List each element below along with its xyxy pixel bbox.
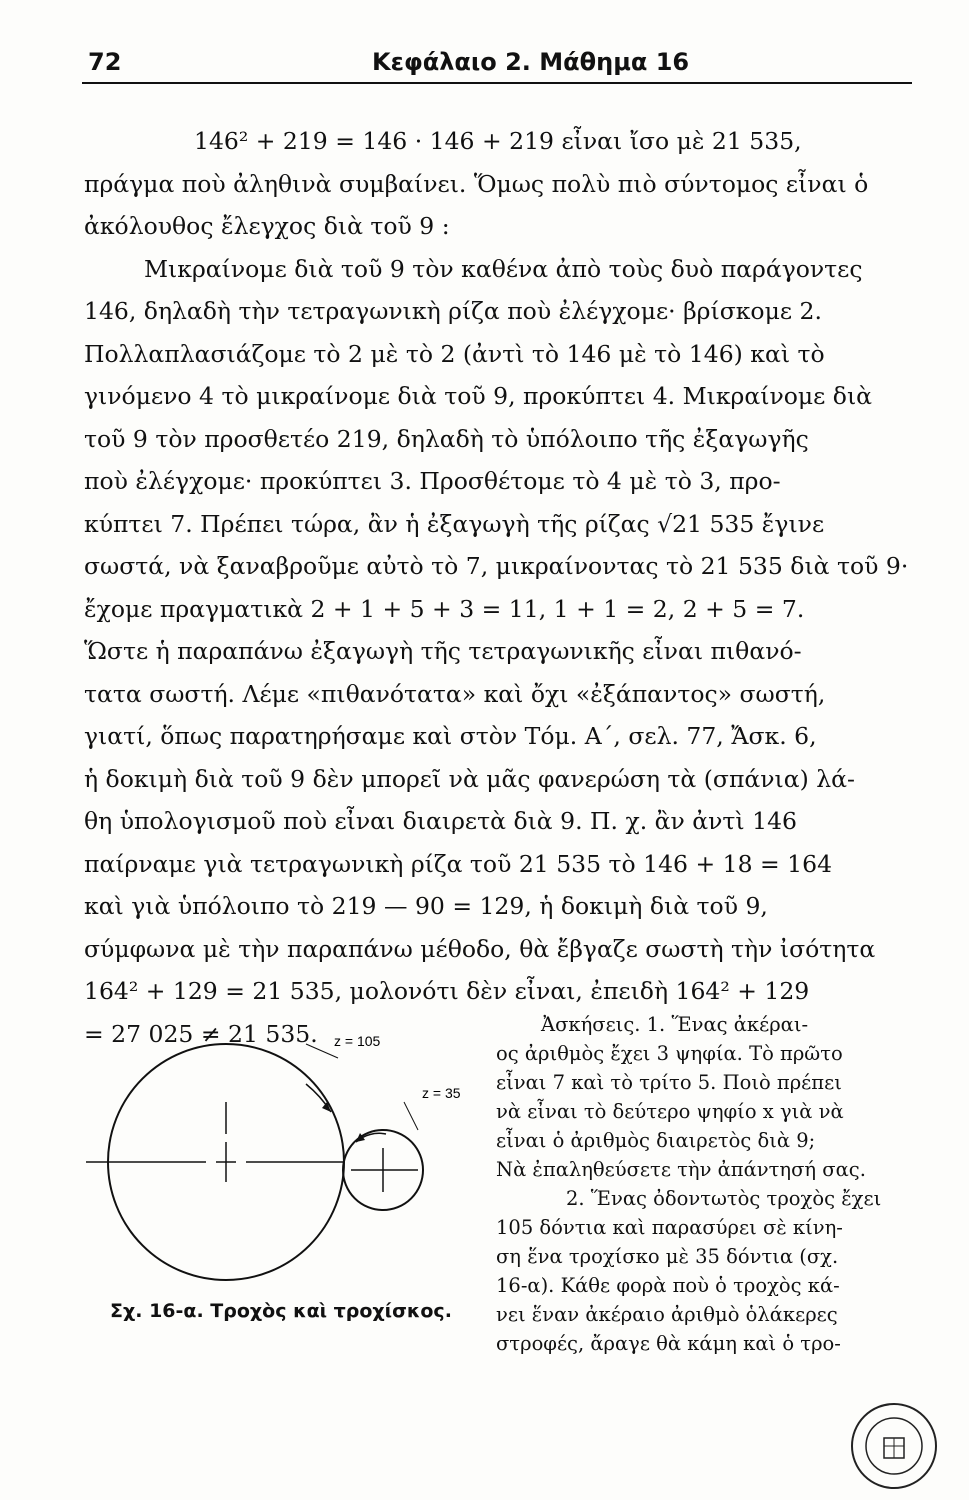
text-line: καὶ γιὰ ὑπόλοιπο τὸ 219 — 90 = 129, ἡ δοκιμὴ διὰ τοῦ 9, xyxy=(84,892,768,920)
exercise-line: 2. Ἕνας ὀδοντωτὸς τροχὸς ἔχει xyxy=(566,1187,882,1210)
exercise-line: εἶναι ὁ ἀριθμὸς διαιρετὸς διὰ 9; xyxy=(496,1129,816,1152)
exercise-line: 16-α). Κάθε φορὰ ποὺ ὁ τροχὸς κά- xyxy=(496,1274,840,1297)
text-line: κύπτει 7. Πρέπει τώρα, ἂν ἡ ἐξαγωγὴ τῆς ρίζας √21 535 ἔγινε xyxy=(84,509,825,538)
text-line: γιατί, ὅπως παρατηρήσαμε καὶ στὸν Τόμ. Α΄, σελ. 77, Ἄσκ. 6, xyxy=(84,722,817,750)
page-number: 72 xyxy=(88,48,122,76)
text-line: 146, δηλαδὴ τὴν τετραγωνικὴ ρίζα ποὺ ἐλέγχομε· βρίσκομε 2. xyxy=(84,297,822,325)
text-line: = 27 025 ≠ 21 535. xyxy=(84,1019,318,1048)
text-line: ἔχομε πραγματικὰ 2 + 1 + 5 + 3 = 11, 1 + 1 = 2, 2 + 5 = 7. xyxy=(84,594,805,623)
text-line: 146² + 219 = 146 · 146 + 219 εἶναι ἴσο μὲ 21 535, xyxy=(194,127,802,155)
text-line: γινόμενο 4 τὸ μικραίνομε διὰ τοῦ 9, προκύπτει 4. Μικραίνομε διὰ xyxy=(84,382,873,410)
gears-figure xyxy=(86,1022,486,1302)
exercise-line: Ἀσκήσεις. 1. Ἕνας ἀκέραι- xyxy=(541,1013,809,1036)
label-small-wheel: z = 35 xyxy=(422,1085,461,1101)
text-line: τατα σωστή. Λέμε «πιθανότατα» καὶ ὄχι «ἐξάπαντος» σωστή, xyxy=(84,679,826,708)
main-text xyxy=(84,120,914,1055)
text-line: ποὺ ἐλέγχομε· προκύπτει 3. Προσθέτομε τὸ 4 μὲ τὸ 3, προ- xyxy=(84,467,781,495)
text-line: Ὥστε ἡ παραπάνω ἐξαγωγὴ τῆς τετραγωνικῆς εἶναι πιθανό- xyxy=(84,637,802,665)
text-line: σύμφωνα μὲ τὴν παραπάνω μέθοδο, θὰ ἔβγαζε σωστὴ τὴν ἰσότητα xyxy=(84,934,876,963)
text-line: τοῦ 9 τὸν προσθετέο 219, δηλαδὴ τὸ ὑπόλοιπο τῆς ἐξαγωγῆς xyxy=(84,424,809,453)
exercise-line: νὰ εἶναι τὸ δεύτερο ψηφίο x γιὰ νὰ xyxy=(496,1100,844,1123)
text-line: Πολλαπλασιάζομε τὸ 2 μὲ τὸ 2 (ἀντὶ τὸ 146 μὲ τὸ 146) καὶ τὸ xyxy=(84,339,825,368)
exercise-line: νει ἕναν ἀκέραιο ἀριθμὸ ὁλάκερες xyxy=(496,1303,838,1326)
library-stamp-icon xyxy=(848,1400,940,1492)
exercises xyxy=(496,1010,916,1358)
text-line: σωστά, νὰ ξαναβροῦμε αὐτὸ τὸ 7, μικραίνοντας τὸ 21 535 διὰ τοῦ 9· xyxy=(84,552,909,580)
label-big-wheel: z = 105 xyxy=(334,1033,381,1049)
text-line: ἡ δοκιμὴ διὰ τοῦ 9 δὲν μπορεῖ νὰ μᾶς φανερώση τὰ (σπάνια) λά- xyxy=(84,764,855,793)
page-header xyxy=(0,40,969,80)
chapter-title: Κεφάλαιο 2. Μάθημα 16 xyxy=(372,48,690,76)
exercise-line: ση ἕνα τροχίσκο μὲ 35 δόντια (σχ. xyxy=(496,1245,839,1268)
text-line: πράγμα ποὺ ἀληθινὰ συμβαίνει. Ὅμως πολὺ πιὸ σύντομος εἶναι ὁ xyxy=(84,169,869,198)
text-line: Μικραίνομε διὰ τοῦ 9 τὸν καθένα ἀπὸ τοὺς δυὸ παράγοντες xyxy=(144,254,863,283)
exercise-line: εἶναι 7 καὶ τὸ τρίτο 5. Ποιὸ πρέπει xyxy=(496,1071,842,1094)
text-line: παίρναμε γιὰ τετραγωνικὴ ρίζα τοῦ 21 535 τὸ 146 + 18 = 164 xyxy=(84,849,833,878)
text-line: θη ὑπολογισμοῦ ποὺ εἶναι διαιρετὰ διὰ 9. Π. χ. ἂν ἀντὶ 146 xyxy=(84,807,797,835)
header-rule xyxy=(82,82,912,84)
exercise-line: στροφές, ἄραγε θὰ κάμη καὶ ὁ τρο- xyxy=(496,1332,841,1355)
exercise-line: ος ἀριθμὸς ἔχει 3 ψηφία. Τὸ πρῶτο xyxy=(496,1042,843,1065)
exercise-line: 105 δόντια καὶ παρασύρει σὲ κίνη- xyxy=(496,1216,843,1239)
text-line: 164² + 129 = 21 535, μολονότι δὲν εἶναι, ἐπειδὴ 164² + 129 xyxy=(84,977,810,1005)
exercise-line: Νὰ ἐπαληθεύσετε τὴν ἀπάντησή σας. xyxy=(496,1158,866,1181)
text-line: ἀκόλουθος ἔλεγχος διὰ τοῦ 9 : xyxy=(84,212,450,240)
figure-caption: Σχ. 16-α. Τροχὸς καὶ τροχίσκος. xyxy=(110,1300,452,1322)
